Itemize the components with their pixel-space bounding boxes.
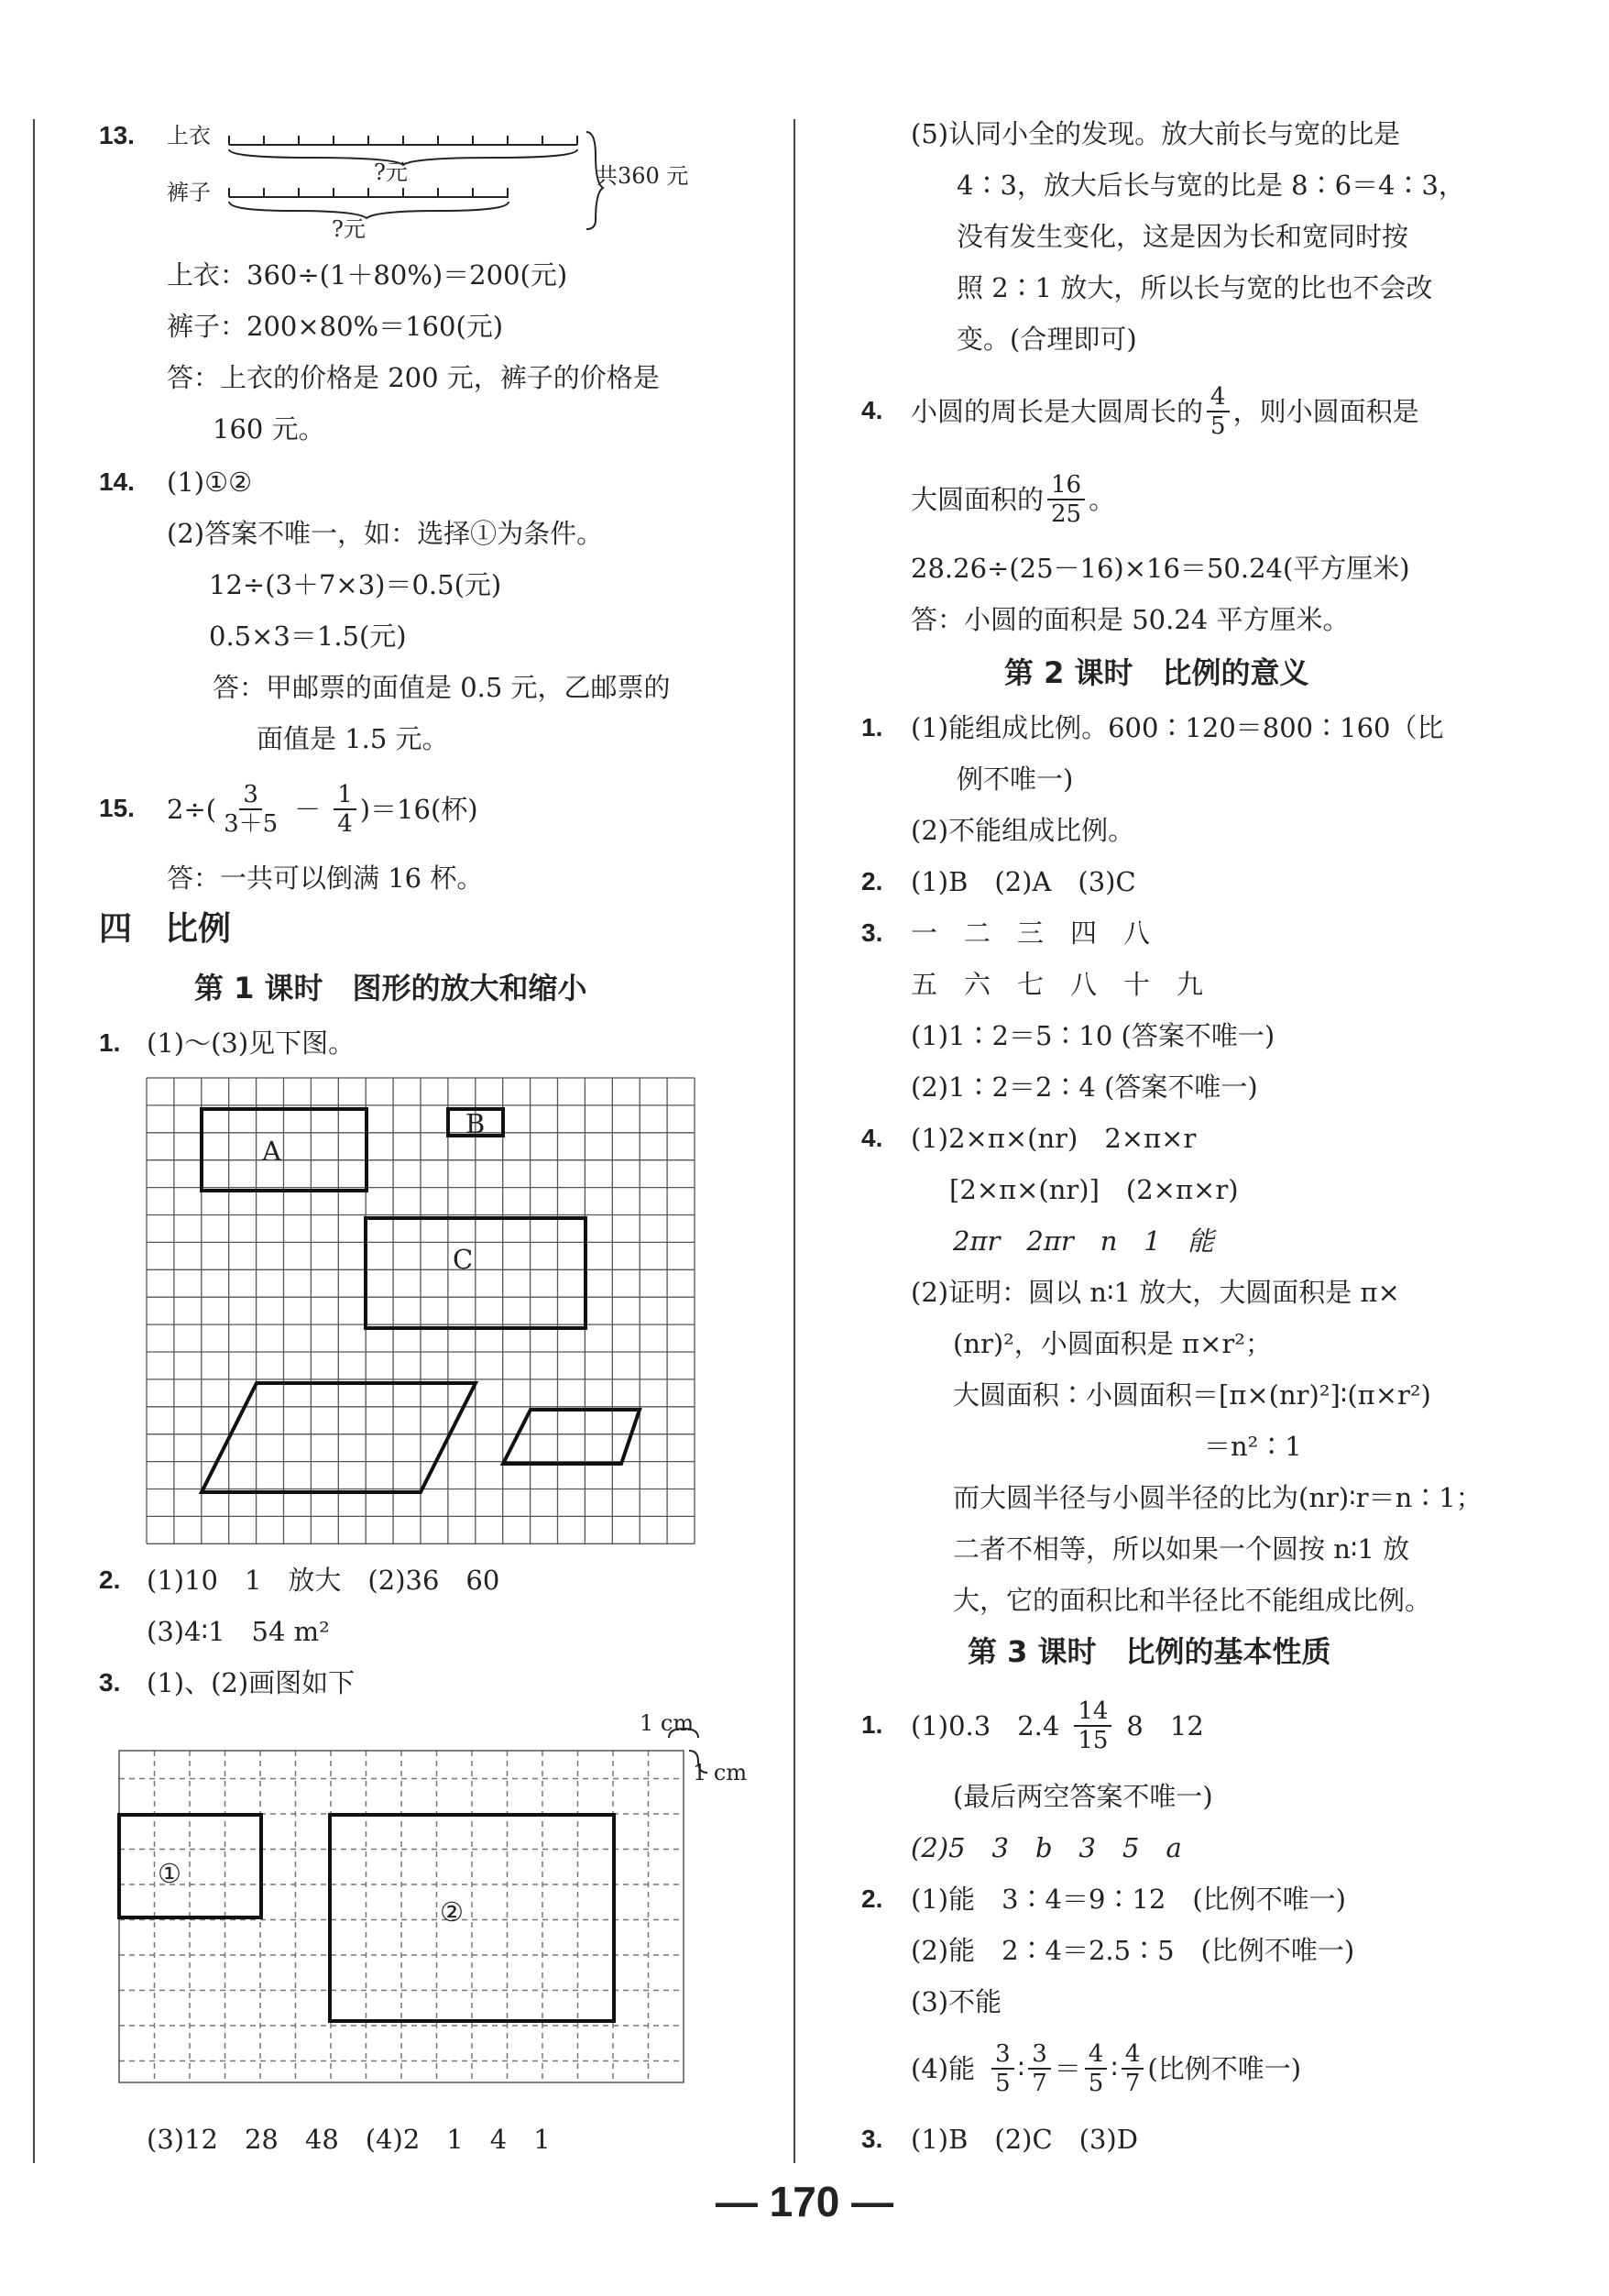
l1q3-bottom: (3)12 28 48 (4)2 1 4 1 — [147, 2124, 551, 2155]
q13-line4: 160 元。 — [213, 413, 325, 445]
s2q2-number: 2. — [861, 867, 883, 895]
cont-line2: 4∶3，放大后长与宽的比是 8∶6＝4∶3， — [957, 170, 1465, 201]
s2q3-line1: 一 二 三 四 八 — [911, 917, 1151, 949]
figure-2-label: ② — [440, 1896, 464, 1928]
s2q4-line2: [2×π×(nr)] (2×π×r) — [949, 1174, 1239, 1205]
l1q1-number: 1. — [99, 1028, 121, 1057]
s2q4-line7: ＝n²∶1 — [1204, 1431, 1302, 1462]
s2q1-line3: (2)不能组成比例。 — [911, 815, 1135, 846]
r-q4-fraction-2: $\frac{16}{25}$ — [1047, 471, 1085, 528]
s2q4-line5: (nr)²，小圆面积是 π×r²； — [953, 1328, 1272, 1359]
s2q1-line1: (1)能组成比例。600∶120＝800∶160（比 — [911, 712, 1444, 743]
s3q1-fraction: $\frac{14}{15}$ — [1074, 1697, 1111, 1754]
q13-label-bottom: 裤子 — [167, 180, 211, 205]
q13-line1: 上衣：360÷(1＋80%)＝200(元) — [167, 259, 568, 291]
l1q3-number: 3. — [99, 1668, 121, 1697]
lesson1-title: 第 1 课时 图形的放大和缩小 — [194, 971, 587, 1005]
q15-number: 15. — [99, 794, 135, 822]
s3q2-line2: (2)能 2∶4＝2.5∶5 (比例不唯一) — [911, 1935, 1355, 1966]
r-q4-fraction-1: $\frac{4}{5}$ — [1207, 383, 1230, 440]
unit-x: 1 cm — [640, 1710, 695, 1736]
s3q2-number: 2. — [861, 1884, 883, 1913]
s2q4-number: 4. — [861, 1124, 883, 1152]
q13-number: 13. — [99, 121, 135, 149]
lesson3-title: 第 3 课时 比例的基本性质 — [968, 1634, 1331, 1669]
r-q4-line3: 28.26÷(25－16)×16＝50.24(平方厘米) — [911, 553, 1410, 584]
left-margin-rule — [33, 119, 35, 2163]
s2q4-line1: (1)2×π×(nr) 2×π×r — [911, 1123, 1197, 1154]
s2q2-text: (1)B (2)A (3)C — [911, 866, 1136, 897]
q14-number: 14. — [99, 467, 135, 496]
drawing-grid — [119, 1751, 706, 2090]
figure-1-label: ① — [158, 1858, 181, 1889]
s3q2-line4: (4)能 $\frac{3}{5}$ ∶ $\frac{3}{7}$ ＝ $\frac{4}{5}$ ∶ $\frac{4}{7}$ (比例不唯一) — [911, 2040, 1302, 2097]
s2q1-number: 1. — [861, 713, 883, 742]
cont-line3: 没有发生变化，这是因为长和宽同时按 — [957, 221, 1409, 252]
rect-a-label: A — [262, 1136, 281, 1167]
s3q1-line2: (最后两空答案不唯一) — [953, 1781, 1213, 1812]
q14-line4: 0.5×3＝1.5(元) — [209, 621, 407, 652]
r-q4-line2: 大圆面积的 $\frac{16}{25}$ 。 — [911, 471, 1116, 528]
s2q4-line6: 大圆面积∶小圆面积＝[π×(nr)²]∶(π×r²) — [953, 1379, 1431, 1411]
s2q4-line3: 2πr 2πr n 1 能 — [953, 1225, 1214, 1257]
s2q3-number: 3. — [861, 918, 883, 947]
q13-unknown-top: ?元 — [374, 159, 408, 185]
q13-unknown-bottom: ?元 — [332, 216, 366, 242]
l1q3-text: (1)、(2)画图如下 — [147, 1667, 356, 1698]
l1q2-line1: (1)10 1 放大 (2)36 60 — [147, 1565, 500, 1596]
s3q1-line3: (2)5 3 b 3 5 a — [911, 1832, 1182, 1863]
q14-line1: (1)①② — [167, 467, 253, 498]
r-q4-line4: 答：小圆的面积是 50.24 平方厘米。 — [911, 604, 1350, 635]
s3q2-line3: (3)不能 — [911, 1986, 1002, 2017]
s2q3-line2: 五 六 七 八 十 九 — [911, 969, 1204, 1000]
q13-line-diagram — [220, 119, 605, 229]
q13-label-top: 上衣 — [167, 123, 211, 148]
column-divider — [794, 119, 795, 2163]
parallelogram-small — [503, 1410, 640, 1464]
q14-line2: (2)答案不唯一，如：选择①为条件。 — [167, 518, 604, 549]
unit-y: 1 cm — [693, 1760, 748, 1785]
s2q3-line3: (1)1∶2＝5∶10 (答案不唯一) — [911, 1020, 1275, 1051]
l1q2-line2: (3)4∶1 54 m² — [147, 1616, 330, 1647]
rect-c-label: C — [453, 1244, 474, 1275]
s3q2-line1: (1)能 3∶4＝9∶12 (比例不唯一) — [911, 1884, 1346, 1915]
q15-fraction-2: $\frac{1}{4}$ — [334, 781, 356, 838]
l1q1-text: (1)～(3)见下图。 — [147, 1027, 356, 1059]
s2q4-line8: 而大圆半径与小圆半径的比为(nr)∶r＝n∶1； — [953, 1482, 1483, 1513]
r-q4-line1: 小圆的周长是大圆周长的 $\frac{4}{5}$ ，则小圆面积是 — [911, 383, 1419, 440]
q14-line5: 答：甲邮票的面值是 0.5 元，乙邮票的 — [213, 672, 671, 703]
s3q3-number: 3. — [861, 2125, 883, 2153]
q14-line3: 12÷(3＋7×3)＝0.5(元) — [209, 569, 502, 600]
s2q4-line10: 大，它的面积比和半径比不能组成比例。 — [953, 1585, 1432, 1616]
s2q4-line9: 二者不相等，所以如果一个圆按 n∶1 放 — [953, 1533, 1410, 1565]
lesson2-title: 第 2 课时 比例的意义 — [1004, 655, 1309, 690]
s2q4-line4: (2)证明：圆以 n∶1 放大，大圆面积是 π× — [911, 1277, 1400, 1308]
l1q2-number: 2. — [99, 1565, 121, 1594]
s3q1-line1: (1)0.3 2.4 $\frac{14}{15}$ 8 12 — [911, 1697, 1204, 1754]
q15-fraction-1: $\frac{3}{3+5}$ — [224, 781, 279, 838]
page-number: — 170 — — [715, 2178, 894, 2225]
r-q4-number: 4. — [861, 396, 883, 424]
cont-line4: 照 2∶1 放大，所以长与宽的比也不会改 — [957, 272, 1433, 303]
q14-line6: 面值是 1.5 元。 — [257, 723, 449, 754]
cont-line5: 变。(合理即可) — [957, 324, 1137, 355]
q15-formula: 2÷( $\frac{3}{3+5}$ － $\frac{1}{4}$ )＝16(杯) — [167, 781, 478, 838]
enlarge-shrink-grid — [147, 1078, 696, 1543]
cont-line1: (5)认同小全的发现。放大前长与宽的比是 — [911, 118, 1401, 149]
s2q3-line4: (2)1∶2＝2∶4 (答案不唯一) — [911, 1071, 1258, 1103]
chapter-title: 四 比例 — [99, 910, 232, 948]
q15-answer: 答：一共可以倒满 16 杯。 — [167, 862, 484, 894]
s2q1-line2: 例不唯一) — [957, 764, 1074, 795]
q13-line3: 答：上衣的价格是 200 元，裤子的价格是 — [167, 362, 660, 393]
s3q1-number: 1. — [861, 1710, 883, 1739]
rect-b-label: B — [465, 1108, 486, 1139]
q13-total: 共360 元 — [596, 163, 689, 189]
q13-line2: 裤子：200×80%＝160(元) — [167, 311, 504, 342]
s3q3-text: (1)B (2)C (3)D — [911, 2124, 1138, 2155]
